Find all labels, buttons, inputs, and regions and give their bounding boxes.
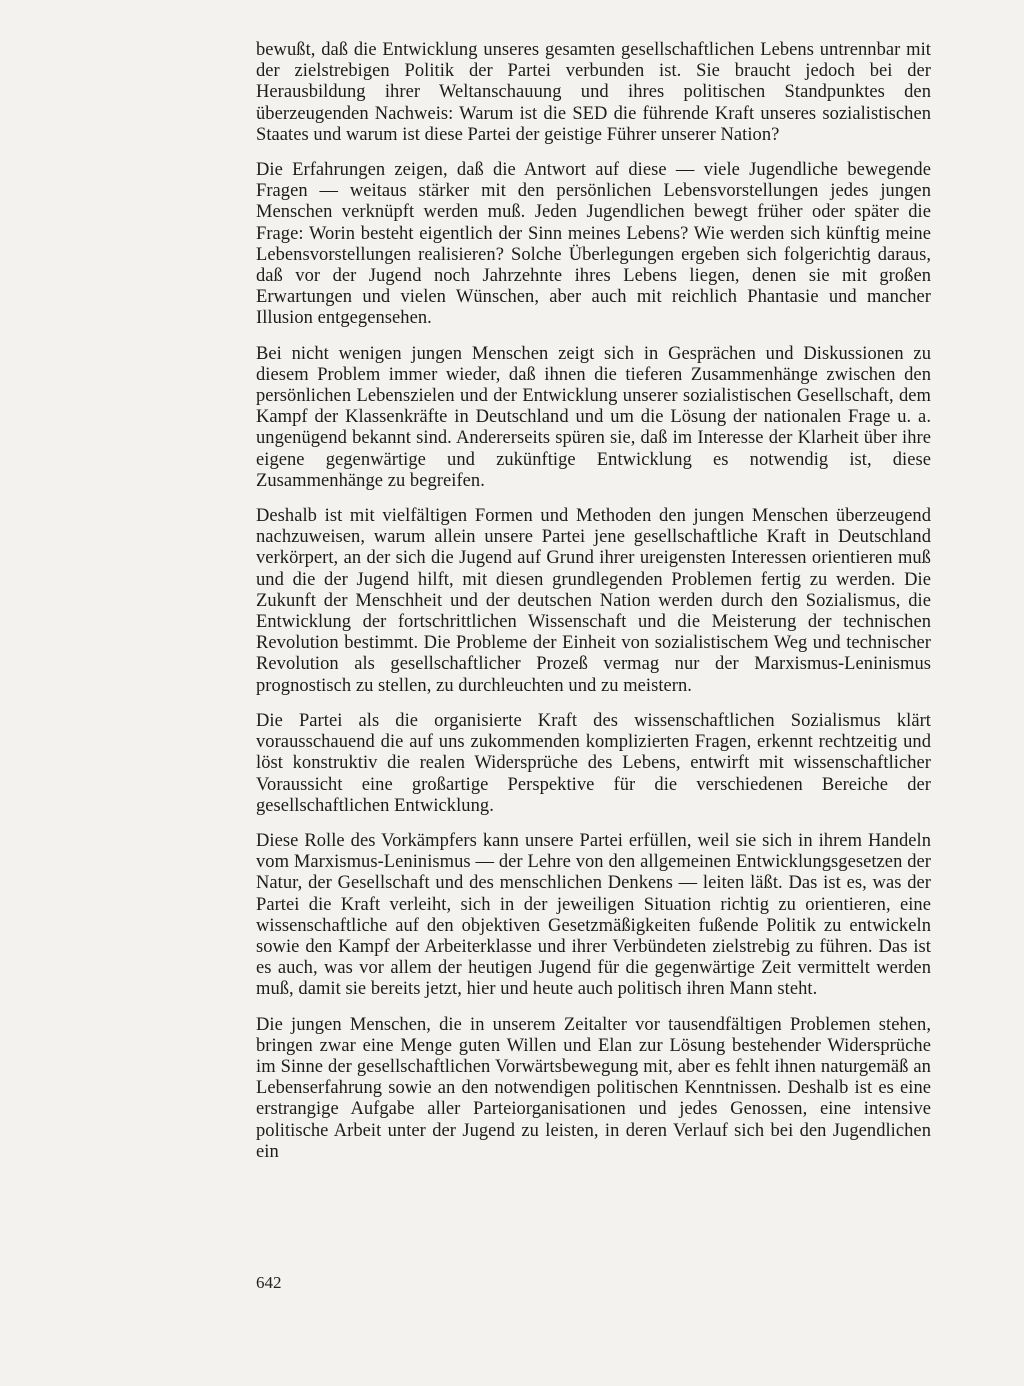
paragraph-2: Die Erfahrungen zeigen, daß die Antwort auf diese — viele Jugendliche bewegende Fragen — weitaus stärker mit den persönlichen Lebensvorstellungen jedes jungen Menschen verknüpft werden muß. Jeden Jugendlichen bewegt früher oder später die Frage: Worin besteht eigentlich der Sinn meines Lebens? Wie werden sich künftig meine Lebensvorstellungen realisieren? Solche Überlegungen ergeben sich folgerichtig daraus, daß vor der Jugend noch Jahrzehnte ihres Lebens liegen, denen sie mit großen Erwartungen und vielen Wünschen, aber auch mit reichlich Phantasie und mancher Illusion entgegensehen. [256, 160, 931, 329]
page-number: 642 [256, 1273, 282, 1292]
paragraph-7: Die jungen Menschen, die in unserem Zeitalter vor tausendfältigen Problemen stehen, bringen zwar eine Menge guten Willen und Elan zur Lösung bestehender Widersprüche im Sinne der gesellschaftlichen Vorwärtsbewegung mit, aber es fehlt ihnen naturgemäß an Lebenserfahrung sowie an den notwendigen politischen Kenntnissen. Deshalb ist es eine erstrangige Aufgabe aller Parteiorganisationen und jedes Genossen, eine intensive politische Arbeit unter der Jugend zu leisten, in deren Verlauf sich bei den Jugendlichen ein [256, 1014, 931, 1162]
paragraph-1: bewußt, daß die Entwicklung unseres gesamten gesellschaftlichen Lebens untrennbar mit der zielstrebigen Politik der Partei verbunden ist. Sie braucht jedoch bei der Herausbildung ihrer Weltanschauung und ihres politischen Standpunktes den überzeugenden Nachweis: Warum ist die SED die führende Kraft unseres sozialistischen Staates und warum ist diese Partei der geistige Führer unserer Nation? [256, 40, 931, 145]
paragraph-5: Die Partei als die organisierte Kraft des wissenschaftlichen Sozialismus klärt vorausschauend die auf uns zukommenden komplizierten Fragen, erkennt rechtzeitig und löst konstruktiv die realen Widersprüche des Lebens, entwirft mit wissenschaftlicher Voraussicht eine großartige Perspektive für die verschiedenen Bereiche der gesellschaftlichen Entwicklung. [256, 710, 931, 816]
paragraph-4: Deshalb ist mit vielfältigen Formen und Methoden den jungen Menschen überzeugend nachzuweisen, warum allein unsere Partei jene gesellschaftliche Kraft in Deutschland verkörpert, an der sich die Jugend auf Grund ihrer ureigensten Interessen orientieren muß und die der Jugend hilft, mit diesen grundlegenden Problemen fertig zu werden. Die Zukunft der Menschheit und der deutschen Nation werden durch den Sozialismus, die Entwicklung der fortschrittlichen Wissenschaft und die Meisterung der technischen Revolution bestimmt. Die Probleme der Einheit von sozialistischem Weg und technischer Revolution als gesellschaftlicher Prozeß vermag nur der Marxismus-Leninismus prognostisch zu stellen, zu durchleuchten und zu meistern. [256, 506, 931, 696]
body-text [256, 40, 931, 1177]
paragraph-3: Bei nicht wenigen jungen Menschen zeigt sich in Gesprächen und Diskussionen zu diesem Problem immer wieder, daß ihnen die tieferen Zusammenhänge zwischen den persönlichen Lebenszielen und der Entwicklung unserer sozialistischen Gesellschaft, dem Kampf der Klassenkräfte in Deutschland und um die Lösung der nationalen Frage u. a. ungenügend bekannt sind. Andererseits spüren sie, daß im Interesse der Klarheit über ihre eigene gegenwärtige und zukünftige Entwicklung es notwendig ist, diese Zusammenhänge zu begreifen. [256, 343, 931, 491]
paragraph-6: Diese Rolle des Vorkämpfers kann unsere Partei erfüllen, weil sie sich in ihrem Handeln vom Marxismus-Leninismus — der Lehre von den allgemeinen Entwicklungsgesetzen der Natur, der Gesellschaft und des menschlichen Denkens — leiten läßt. Das ist es, was der Partei die Kraft verleiht, sich in der jeweiligen Situation richtig zu orientieren, eine wissenschaftliche auf den objektiven Gesetzmäßigkeiten fußende Politik zu entwickeln sowie den Kampf der Arbeiterklasse und ihrer Verbündeten zielstrebig zu führen. Das ist es auch, was vor allem der heutigen Jugend für die gegenwärtige Zeit vermittelt werden muß, damit sie bereits jetzt, hier und heute auch politisch ihren Mann steht. [256, 830, 931, 1000]
